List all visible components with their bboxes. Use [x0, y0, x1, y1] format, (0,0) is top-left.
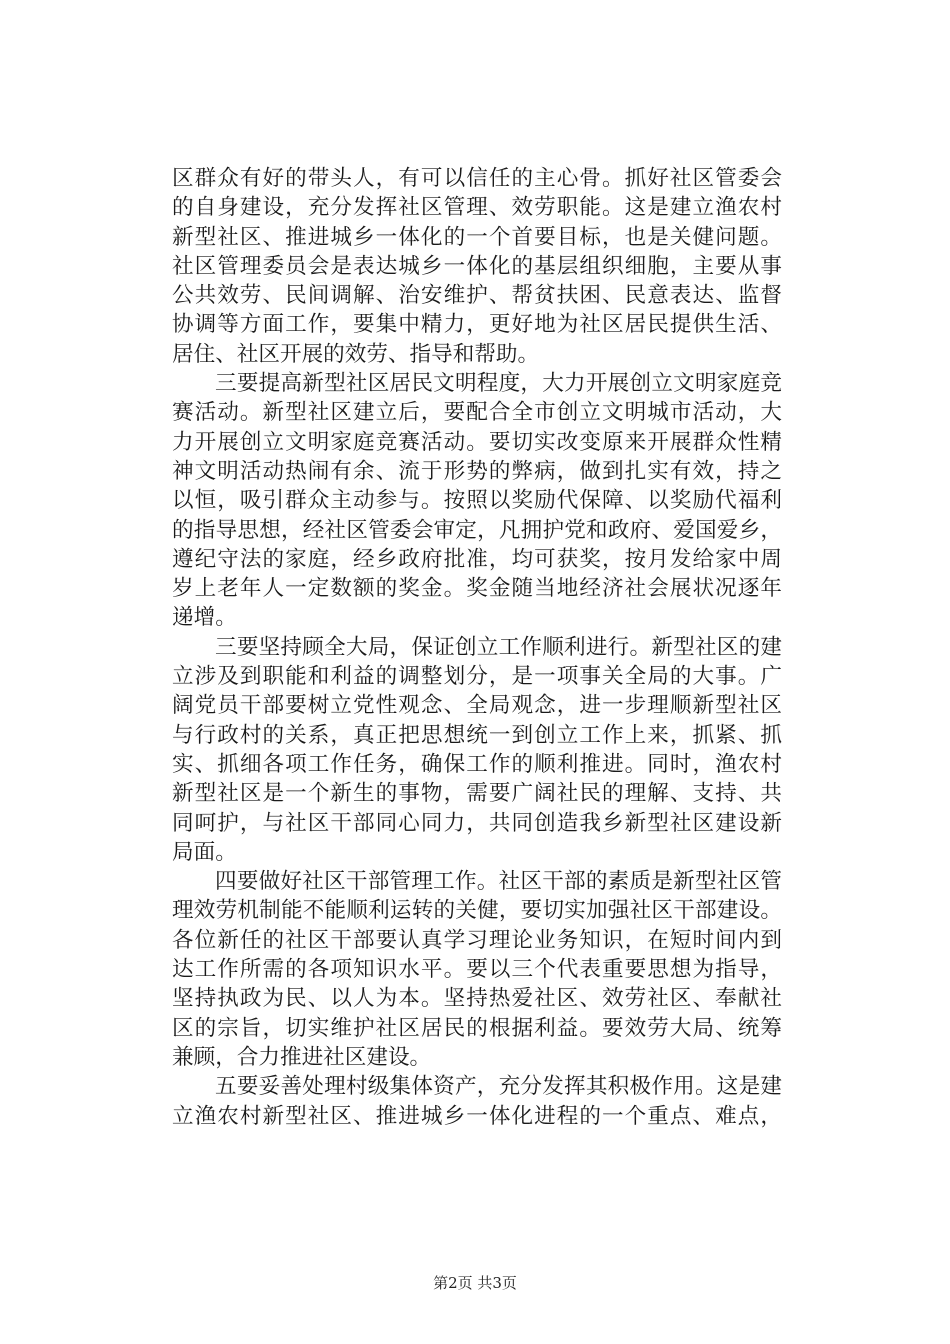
text-line: 区群众有好的带头人，有可以信任的主心骨。抓好社区管委会: [172, 166, 782, 191]
text-line: 坚持执政为民、以人为本。坚持热爱社区、效劳社区、奉献社: [172, 986, 782, 1012]
text-line: 立渔农村新型社区、推进城乡一体化进程的一个重点、难点，: [172, 1103, 782, 1129]
text-line: 区的宗旨，切实维护社区居民的根据利益。要效劳大局、统筹: [172, 1015, 782, 1041]
paragraph-first-line: 五要妥善处理村级集体资产，充分发挥其积极作用。这是建: [215, 1074, 782, 1100]
text-line: 公共效劳、民间调解、治安维护、帮贫扶困、民意表达、监督: [172, 283, 782, 309]
text-line: 神文明活动热闹有余、流于形势的弊病，做到扎实有效，持之: [172, 458, 782, 484]
text-line: 递增。: [172, 605, 237, 631]
paragraph-first-line: 三要提高新型社区居民文明程度，大力开展创立文明家庭竞: [215, 371, 782, 397]
text-line: 的自身建设，充分发挥社区管理、效劳职能。这是建立渔农村: [172, 195, 782, 221]
body-text: [172, 164, 782, 1131]
text-line: 达工作所需的各项知识水平。要以三个代表重要思想为指导，: [172, 957, 782, 983]
paragraph-first-line: 三要坚持顾全大局，保证创立工作顺利进行。新型社区的建: [215, 634, 782, 660]
text-line: 以恒，吸引群众主动参与。按照以奖励代保障、以奖励代福利: [172, 488, 782, 514]
text-line: 各位新任的社区干部要认真学习理论业务知识，在短时间内到: [172, 927, 782, 953]
text-line: 社区管理委员会是表达城乡一体化的基层组织细胞，主要从事: [172, 253, 782, 279]
text-line: 阔党员干部要树立党性观念、全局观念，进一步理顺新型社区: [172, 693, 782, 719]
text-line: 岁上老年人一定数额的奖金。奖金随当地经济社会展状况逐年: [172, 576, 782, 602]
text-line: 协调等方面工作，要集中精力，更好地为社区居民提供生活、: [172, 312, 782, 338]
text-line: 局面。: [172, 839, 237, 865]
text-line: 力开展创立文明家庭竞赛活动。要切实改变原来开展群众性精: [172, 429, 782, 455]
text-line: 兼顾，合力推进社区建设。: [172, 1044, 432, 1070]
paragraph-first-line: 四要做好社区干部管理工作。社区干部的素质是新型社区管: [215, 869, 782, 895]
text-line: 居住、社区开展的效劳、指导和帮助。: [172, 341, 540, 367]
text-line: 与行政村的关系，真正把思想统一到创立工作上来，抓紧、抓: [172, 722, 782, 748]
page-footer: 第2页 共3页: [433, 1274, 517, 1292]
text-line: 遵纪守法的家庭，经乡政府批准，均可获奖，按月发给家中周: [172, 546, 782, 572]
text-line: 实、抓细各项工作任务，确保工作的顺利推进。同时，渔农村: [172, 751, 782, 777]
text-line: 立涉及到职能和利益的调整划分，是一项事关全局的大事。广: [172, 664, 782, 690]
text-line: 新型社区是一个新生的事物，需要广阔社民的理解、支持、共: [172, 781, 782, 807]
text-line: 的指导思想，经社区管委会审定，凡拥护党和政府、爱国爱乡，: [172, 517, 782, 543]
text-line: 赛活动。新型社区建立后，要配合全市创立文明城市活动，大: [172, 400, 782, 426]
text-line: 同呵护，与社区干部同心同力，共同创造我乡新型社区建设新: [172, 810, 782, 836]
text-line: 理效劳机制能不能顺利运转的关健，要切实加强社区干部建设。: [172, 898, 782, 924]
text-line: 新型社区、推进城乡一体化的一个首要目标，也是关健问题。: [172, 224, 782, 250]
